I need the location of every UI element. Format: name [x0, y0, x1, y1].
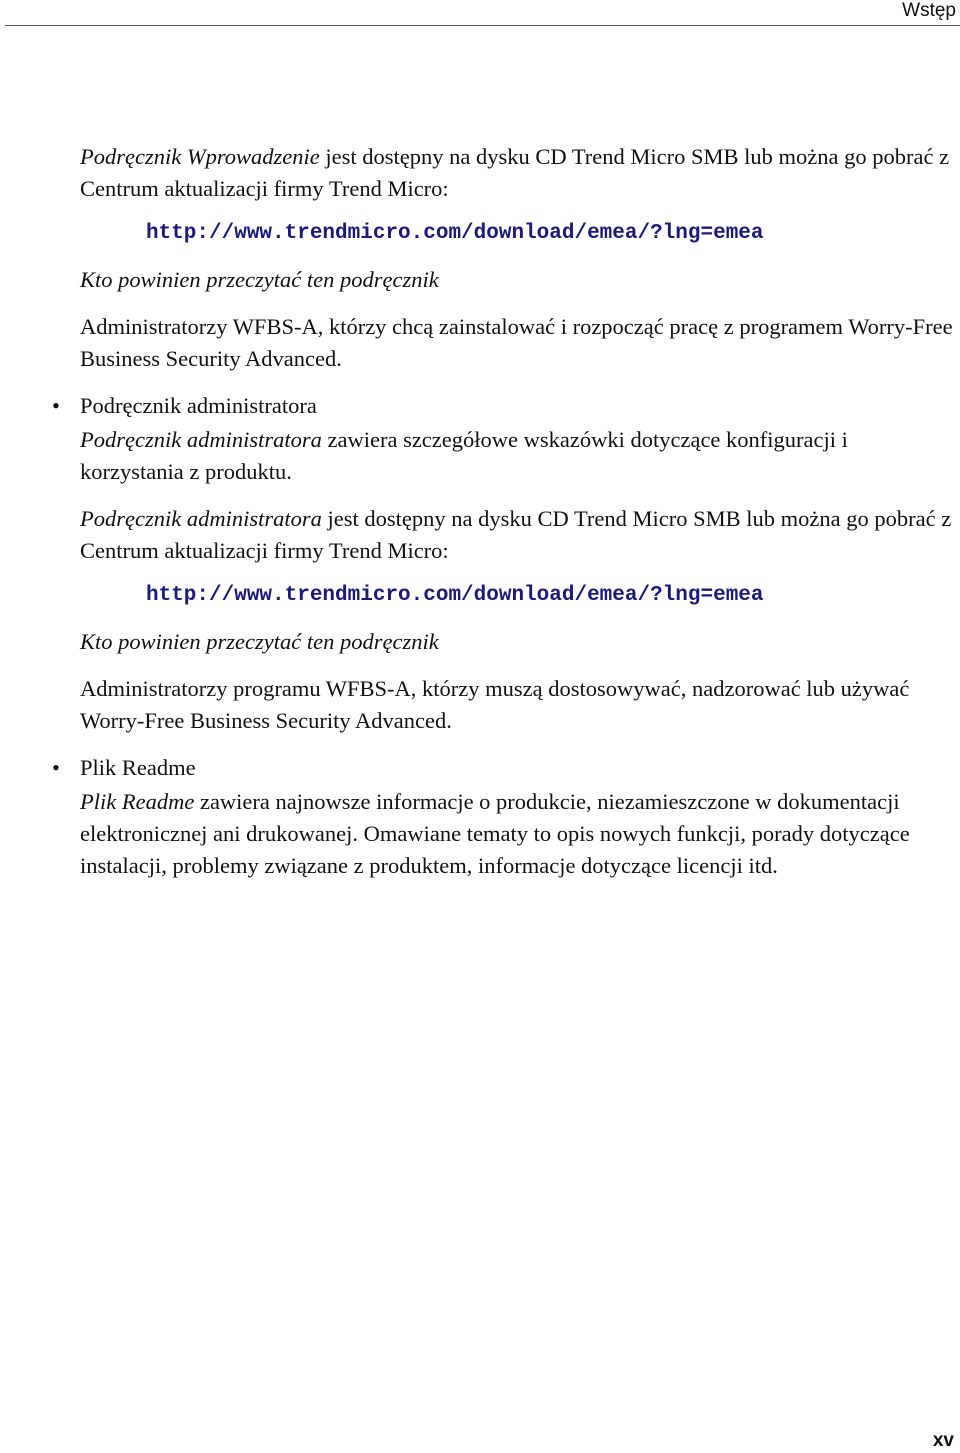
page-content — [80, 141, 956, 897]
section-title: Wstęp — [902, 0, 956, 21]
doc-title-getting-started: Podręcznik Wprowadzenie — [80, 144, 320, 169]
admin-guide-availability-text: jest dostępny na dysku CD Trend Micro SMB lub można go pobrać z Centrum aktualizacji firmy Trend Micro: — [80, 506, 952, 563]
readme-description — [80, 786, 956, 882]
doc-title-admin-guide: Podręcznik administratora — [80, 427, 322, 452]
admin-guide-description-text: zawiera szczegółowe wskazówki dotyczące konfiguracji i korzystania z produktu. — [80, 427, 848, 484]
audience-heading-2: Kto powinien przeczytać ten podręcznik — [80, 629, 439, 654]
bullet-admin-guide: • Podręcznik administratora — [80, 390, 956, 422]
bullet-readme: • Plik Readme — [80, 752, 956, 784]
download-url-1[interactable]: http://www.trendmicro.com/download/emea/?lng=emea — [146, 222, 764, 245]
header-divider — [5, 25, 960, 26]
page-number: xv — [932, 1430, 954, 1451]
intro-availability — [80, 141, 956, 205]
download-url-2[interactable]: http://www.trendmicro.com/download/emea/?lng=emea — [146, 584, 764, 607]
intro-availability-text: jest dostępny na dysku CD Trend Micro SMB lub można go pobrać z Centrum aktualizacji firmy Trend Micro: — [80, 144, 950, 201]
admin-guide-description — [80, 424, 956, 488]
audience-text-2: Administratorzy programu WFBS-A, którzy muszą dostosowywać, nadzorować lub używać Worry-Free Business Security Advanced. — [80, 676, 910, 733]
admin-guide-availability — [80, 503, 956, 567]
doc-title-readme: Plik Readme — [80, 789, 195, 814]
readme-description-text: zawiera najnowsze informacje o produkcie, niezamieszczone w dokumentacji elektronicznej ani drukowanej. Omawiane tematy to opis nowych funkcji, porady dotyczące instalacji, problemy związane z produktem, informacje dotyczące licencji itd. — [80, 789, 910, 878]
audience-text-1: Administratorzy WFBS-A, którzy chcą zainstalować i rozpocząć pracę z programem Worry-Free Business Security Advanced. — [80, 314, 953, 371]
doc-title-admin-guide-2: Podręcznik administratora — [80, 506, 322, 531]
audience-heading-1: Kto powinien przeczytać ten podręcznik — [80, 267, 439, 292]
